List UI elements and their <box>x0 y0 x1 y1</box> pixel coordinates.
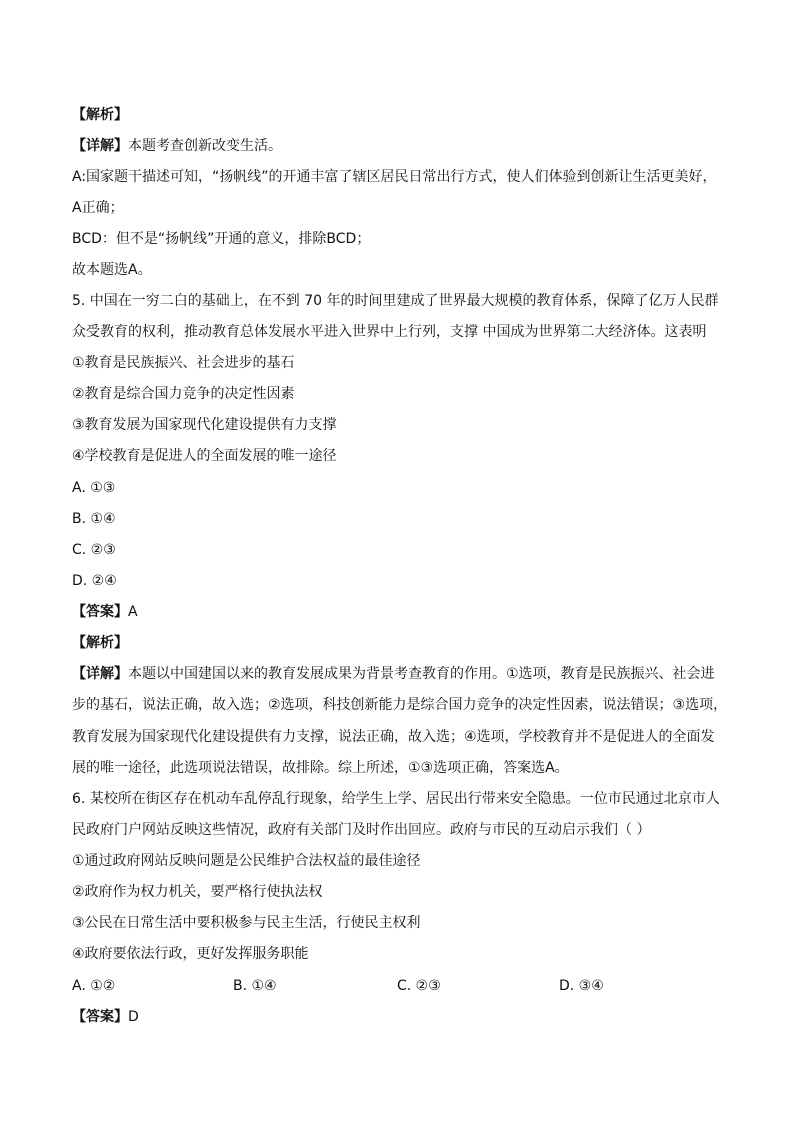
q4-detail-line: 【详解】本题考查创新改变生活。 <box>72 138 282 154</box>
q5-statement: ①教育是民族振兴、社会进步的基石 <box>72 355 295 371</box>
q5-statement: ④学校教育是促进人的全面发展的唯一途径 <box>72 448 337 464</box>
q4-detail-line: 故本题选A。 <box>72 262 152 278</box>
q5-option-a: A. ①③ <box>72 480 116 496</box>
q6-stem-line: 6. 某校所在街区存在机动车乱停乱行现象，给学生上学、居民出行带来安全隐患。一位市民通过北京市人 <box>72 791 720 807</box>
q6-option-d: D. ③④ <box>559 978 604 994</box>
q5-stem-line: 5. 中国在一穷二白的基础上，在不到 70 年的时间里建成了世界最大规模的教育体系，保障了亿万人民群 <box>72 293 719 309</box>
q6-answer <box>72 1008 139 1026</box>
q5-analysis-heading: 【解析】 <box>72 635 128 651</box>
q5-option-d: D. ②④ <box>72 573 117 589</box>
q5-detail-line: 教育发展为国家现代化建设提供有力支撑，说法正确，故入选；④选项，学校教育并不是促进人的全面发 <box>72 729 715 745</box>
q4-detail-line: A正确； <box>72 200 124 216</box>
q6-statement: ③公民在日常生活中要积极参与民主生活，行使民主权利 <box>72 915 421 931</box>
q5-detail-line: 展的唯一途径，此选项说法错误，故排除。综上所述，①③选项正确，答案选A。 <box>72 760 569 776</box>
q5-answer <box>72 603 138 621</box>
q6-statement: ①通过政府网站反映问题是公民维护合法权益的最佳途径 <box>72 853 421 869</box>
q6-answer-tag: 【答案】 <box>72 1009 128 1025</box>
q6-options-row <box>72 977 712 995</box>
q5-statement: ③教育发展为国家现代化建设提供有力支撑 <box>72 417 337 433</box>
q5-option-b: B. ①④ <box>72 511 116 527</box>
q4-detail-line: A:国家题干描述可知，“扬帆线”的开通丰富了辖区居民日常出行方式，使人们体验到创新让生活更美好， <box>72 169 717 185</box>
q5-answer-value: A <box>128 604 138 620</box>
q5-stem-line: 众受教育的权利，推动教育总体发展水平进入世界中上行列，支撑 中国成为世界第二大经济体。这表明 <box>72 324 707 340</box>
q6-statement: ④政府要依法行政，更好发挥服务职能 <box>72 946 309 962</box>
q5-option-c: C. ②③ <box>72 542 116 558</box>
q5-detail-tag: 【详解】 <box>72 666 128 682</box>
q5-answer-tag: 【答案】 <box>72 604 128 620</box>
q5-statement: ②教育是综合国力竞争的决定性因素 <box>72 386 295 402</box>
q5-detail-line: 步的基石，说法正确，故入选；②选项，科技创新能力是综合国力竞争的决定性因素，说法错误；③选项， <box>72 697 728 713</box>
q6-option-c: C. ②③ <box>397 978 441 994</box>
q5-detail-line: 【详解】本题以中国建国以来的教育发展成果为背景考查教育的作用。①选项，教育是民族振兴、社会进 <box>72 666 715 682</box>
q6-option-a: A. ①② <box>72 978 116 994</box>
q6-option-b: B. ①④ <box>233 978 277 994</box>
q6-answer-value: D <box>128 1009 139 1025</box>
q4-detail-line: BCD：但不是“扬帆线”开通的意义，排除BCD； <box>72 231 371 247</box>
q4-detail-tag: 【详解】 <box>72 138 128 154</box>
q6-stem-line: 民政府门户网站反映这些情况，政府有关部门及时作出回应。政府与市民的互动启示我们（ ） <box>72 822 651 838</box>
q6-statement: ②政府作为权力机关，要严格行使执法权 <box>72 884 323 900</box>
q4-analysis-heading: 【解析】 <box>72 107 128 123</box>
